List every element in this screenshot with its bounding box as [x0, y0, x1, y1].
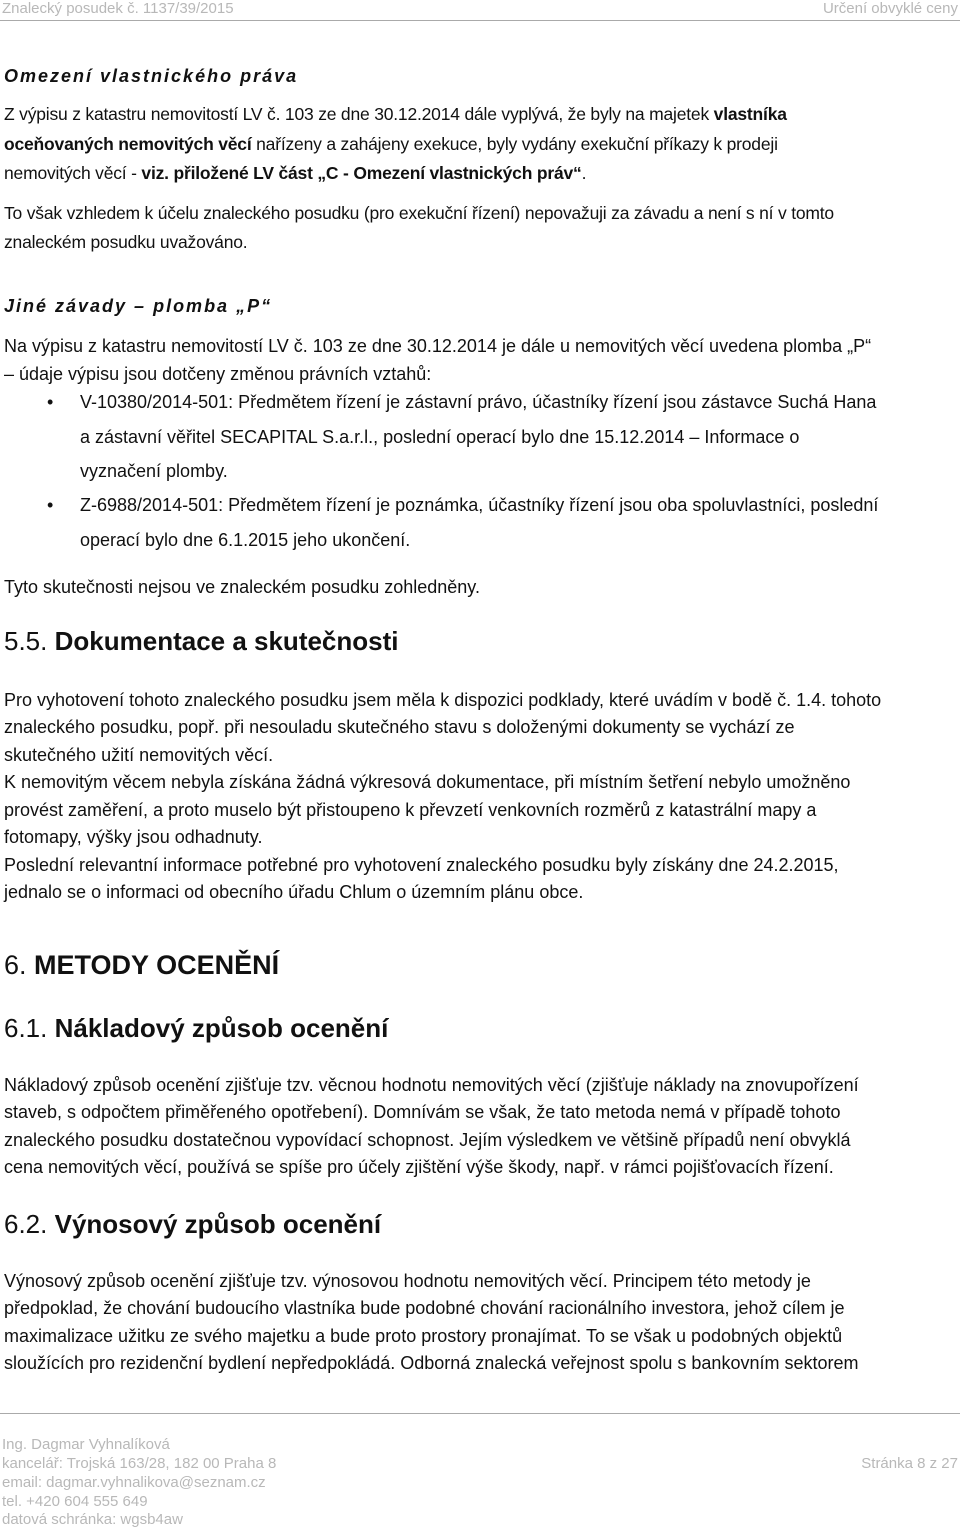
- s55-line: provést zaměření, a proto muselo být přistoupeno k převzetí venkovních rozměrů z katastrální mapy a: [4, 800, 817, 820]
- header-section-title: Určení obvyklé ceny: [822, 0, 958, 17]
- footer-page-number: Stránka 8 z 27: [861, 1455, 958, 1472]
- jine-heading: Jiné závady – plomba „P“: [4, 296, 273, 316]
- omezeni-text: Z výpisu z katastru nemovitostí LV č. 103 ze dne 30.12.2014 dále vyplývá, že byly na majetek: [4, 104, 714, 124]
- section-number: 6.: [4, 950, 27, 980]
- bullet2-line1: Z-6988/2014-501: Předmětem řízení je poznámka, účastníky řízení jsou oba spoluvlastníci, poslední: [80, 495, 879, 515]
- s61-line: znaleckého posudku dostatečnou vypovídací schopnost. Jejím výsledkem ve většině případů není obvyklá: [4, 1130, 851, 1150]
- s61-line: Nákladový způsob ocenění zjišťuje tzv. věcnou hodnotu nemovitých věcí (zjišťuje náklady na znovupořízení: [4, 1075, 859, 1095]
- bullet1-line1: V-10380/2014-501: Předmětem řízení je zástavní právo, účastníky řízení jsou zástavce Suchá Hana: [80, 392, 877, 412]
- s62-line: Výnosový způsob ocenění zjišťuje tzv. výnosovou hodnotu nemovitých věcí. Principem této metody je: [4, 1271, 811, 1291]
- section-number: 5.5.: [4, 626, 48, 656]
- bullet1-line2: a zástavní věřitel SECAPITAL S.a.r.l., poslední operací bylo dne 15.12.2014 – Informace o: [80, 427, 800, 447]
- footer-phone: tel. +420 604 555 649: [2, 1493, 148, 1510]
- bullet2-line2: operací bylo dne 6.1.2015 jeho ukončení.: [80, 530, 411, 550]
- jine-line1: Na výpisu z katastru nemovitostí LV č. 103 ze dne 30.12.2014 je dále u nemovitých věcí uvedena plomba „P“: [4, 336, 872, 356]
- s55-line: fotomapy, výšky jsou odhadnuty.: [4, 827, 263, 847]
- footer-address: kancelář: Trojská 163/28, 182 00 Praha 8: [2, 1455, 277, 1472]
- omezeni-heading: Omezení vlastnického práva: [4, 66, 299, 86]
- s55-line: skutečného užití nemovitých věcí.: [4, 745, 274, 765]
- omezeni-p1-line2: [4, 134, 778, 155]
- page-header: [0, 0, 960, 21]
- s55-line: jednalo se o informaci od obecního úřadu Chlum o územním plánu obce.: [4, 882, 584, 902]
- section-6-heading: [4, 950, 279, 981]
- section-title: Výnosový způsob ocenění: [54, 1209, 382, 1239]
- header-document-title: Znalecký posudek č. 1137/39/2015: [2, 0, 234, 17]
- section-title: METODY OCENĚNÍ: [34, 950, 280, 980]
- omezeni-bold-property: oceňovaných nemovitých věcí: [4, 134, 252, 154]
- bullet-2: •: [47, 495, 54, 515]
- omezeni-p1-line1: [4, 104, 787, 125]
- section-6-1-heading: [4, 1013, 388, 1044]
- omezeni-bold-owner: vlastníka: [713, 104, 787, 124]
- section-title: Dokumentace a skutečnosti: [54, 626, 399, 656]
- s61-line: staveb, s odpočtem přiměřeného opotřebení). Domnívám se však, že tato metoda nemá v případě tohoto: [4, 1102, 841, 1122]
- s55-line: K nemovitým věcem nebyla získána žádná výkresová dokumentace, při místním šetření nebylo umožněno: [4, 772, 851, 792]
- s55-line: Pro vyhotovení tohoto znaleckého posudku jsem měla k dispozici podklady, které uvádím v bodě č. 1.4. tohoto: [4, 690, 882, 710]
- s55-line: znaleckého posudku, popř. při nesouladu skutečného stavu s doloženými dokumenty se vychází ze: [4, 717, 795, 737]
- jine-line2: – údaje výpisu jsou dotčeny změnou právních vztahů:: [4, 364, 432, 384]
- s55-line: Poslední relevantní informace potřebné pro vyhotovení znaleckého posudku byly získány dne 24.2.2015,: [4, 855, 839, 875]
- omezeni-p2-line2: znaleckém posudku uvažováno.: [4, 232, 248, 252]
- section-6-2-heading: [4, 1209, 381, 1240]
- s61-line: cena nemovitých věcí, používá se spíše pro účely zjištění výše škody, např. v rámci pojišťovacích řízení.: [4, 1157, 834, 1177]
- footer-email[interactable]: email: dagmar.vyhnalikova@seznam.cz: [2, 1474, 266, 1491]
- section-number: 6.1.: [4, 1013, 48, 1043]
- omezeni-p1-line3: [4, 163, 586, 184]
- omezeni-p2-line1: To však vzhledem k účelu znaleckého posudku (pro exekuční řízení) nepovažuji za závadu a není s ní v tomto: [4, 203, 834, 223]
- section-5-5-heading: [4, 626, 399, 657]
- section-title: Nákladový způsob ocenění: [54, 1013, 389, 1043]
- omezeni-bold-reference: viz. přiložené LV část „C - Omezení vlastnických práv“: [141, 163, 582, 183]
- s62-line: předpoklad, že chování budoucího vlastníka bude podobné chování racionálního investora, jehož cílem je: [4, 1298, 845, 1318]
- omezeni-text: nařízeny a zahájeny exekuce, byly vydány exekuční příkazy k prodeji: [251, 134, 778, 154]
- bullet1-line3: vyznačení plomby.: [80, 461, 228, 481]
- omezeni-text: .: [581, 163, 587, 183]
- footer-databox: datová schránka: wgsb4aw: [2, 1511, 183, 1528]
- s62-line: maximalizace užitku ze svého majetku a bude proto prostory pronajímat. To se však u podobných objektů: [4, 1326, 843, 1346]
- section-number: 6.2.: [4, 1209, 48, 1239]
- s62-line: sloužících pro rezidenční bydlení nepředpokládá. Odborná znalecká veřejnost spolu s bankovním sektorem: [4, 1353, 859, 1373]
- footer-name: Ing. Dagmar Vyhnalíková: [2, 1436, 170, 1453]
- jine-closing: Tyto skutečnosti nejsou ve znaleckém posudku zohledněny.: [4, 577, 480, 597]
- bullet-1: •: [47, 392, 54, 412]
- omezeni-text: nemovitých věcí -: [4, 163, 142, 183]
- footer-divider: [0, 1413, 960, 1414]
